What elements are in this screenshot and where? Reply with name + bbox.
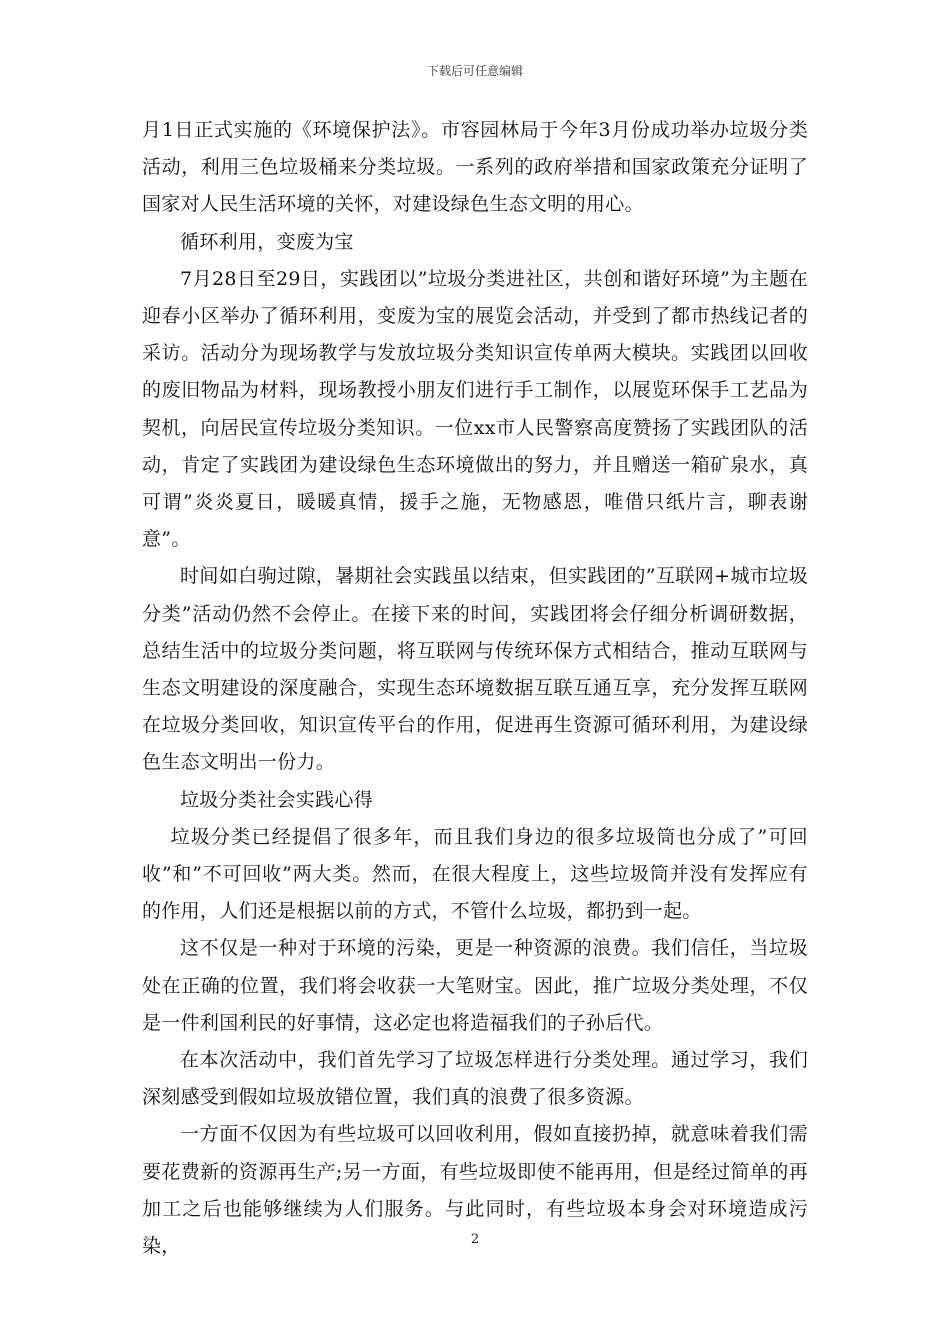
paragraph-3: 时间如白驹过隙，暑期社会实践虽以结束，但实践团的”互联网+城市垃圾分类”活动仍然不会停止。在接下来的时间，实践团将会仔细分析调研数据，总结生活中的垃圾分类问题，将互联网与传统环保方式相结合，推动互联网与生态文明建设的深度融合，实现生态环境数据互联互通互享，充分发挥互联网在垃圾分类回收，知识宣传平台的作用，促进再生资源可循环利用，为建设绿色生态文明出一份力。 [142, 565, 808, 774]
page-header-note: 下载后可任意编辑 [426, 64, 523, 78]
section-heading-reflection: 垃圾分类社会实践心得 [180, 788, 374, 811]
paragraph-2: 7月28日至29日，实践团以”垃圾分类进社区，共创和谐好环境”为主题在迎春小区举办了循环利用，变废为宝的展览会活动，并受到了都市热线记者的采访。活动分为现场教学与发放垃圾分类知识宣传单两大模块。实践团以回收的废旧物品为材料，现场教授小朋友们进行手工制作，以展览环保手工艺品为契机，向居民宣传垃圾分类知识。一位xx市人民警察高度赞扬了实践团队的活动，肯定了实践团为建设绿色生态环境做出的努力，并且赠送一箱矿泉水，真可谓”炎炎夏日，暖暖真情，援手之施，无物感恩，唯借只纸片言，聊表谢意”。 [142, 267, 808, 551]
paragraph-7: 一方面不仅因为有些垃圾可以回收利用，假如直接扔掉，就意味着我们需要花费新的资源再生产;另一方面，有些垃圾即使不能再用，但是经过简单的再加工之后也能够继续为人们服务。与此同时，有些垃圾本身会对环境造成污染， [142, 1123, 808, 1258]
paragraph-5: 这不仅是一种对于环境的污染，更是一种资源的浪费。我们信任，当垃圾处在正确的位置，我们将会收获一大笔财宝。因此，推广垃圾分类处理，不仅是一件利国利民的好事情，这必定也将造福我们的子孙后代。 [142, 937, 808, 1034]
section-heading-recycling: 循环利用，变废为宝 [180, 230, 354, 253]
paragraph-1: 月1日正式实施的《环境保护法》。市容园林局于今年3月份成功举办垃圾分类活动，利用三色垃圾桶来分类垃圾。一系列的政府举措和国家政策充分证明了国家对人民生活环境的关怀，对建设绿色生态文明的用心。 [142, 119, 808, 216]
paragraph-4: 垃圾分类已经提倡了很多年，而且我们身边的很多垃圾筒也分成了”可回收”和”不可回收”两大类。然而，在很大程度上，这些垃圾筒并没有发挥应有的作用，人们还是根据以前的方式，不管什么垃圾，都扔到一起。 [142, 825, 808, 923]
page-number: 2 [470, 1232, 480, 1247]
document-body [142, 112, 808, 1265]
paragraph-6: 在本次活动中，我们首先学习了垃圾怎样进行分类处理。通过学习，我们深刻感受到假如垃圾放错位置，我们真的浪费了很多资源。 [142, 1049, 808, 1109]
